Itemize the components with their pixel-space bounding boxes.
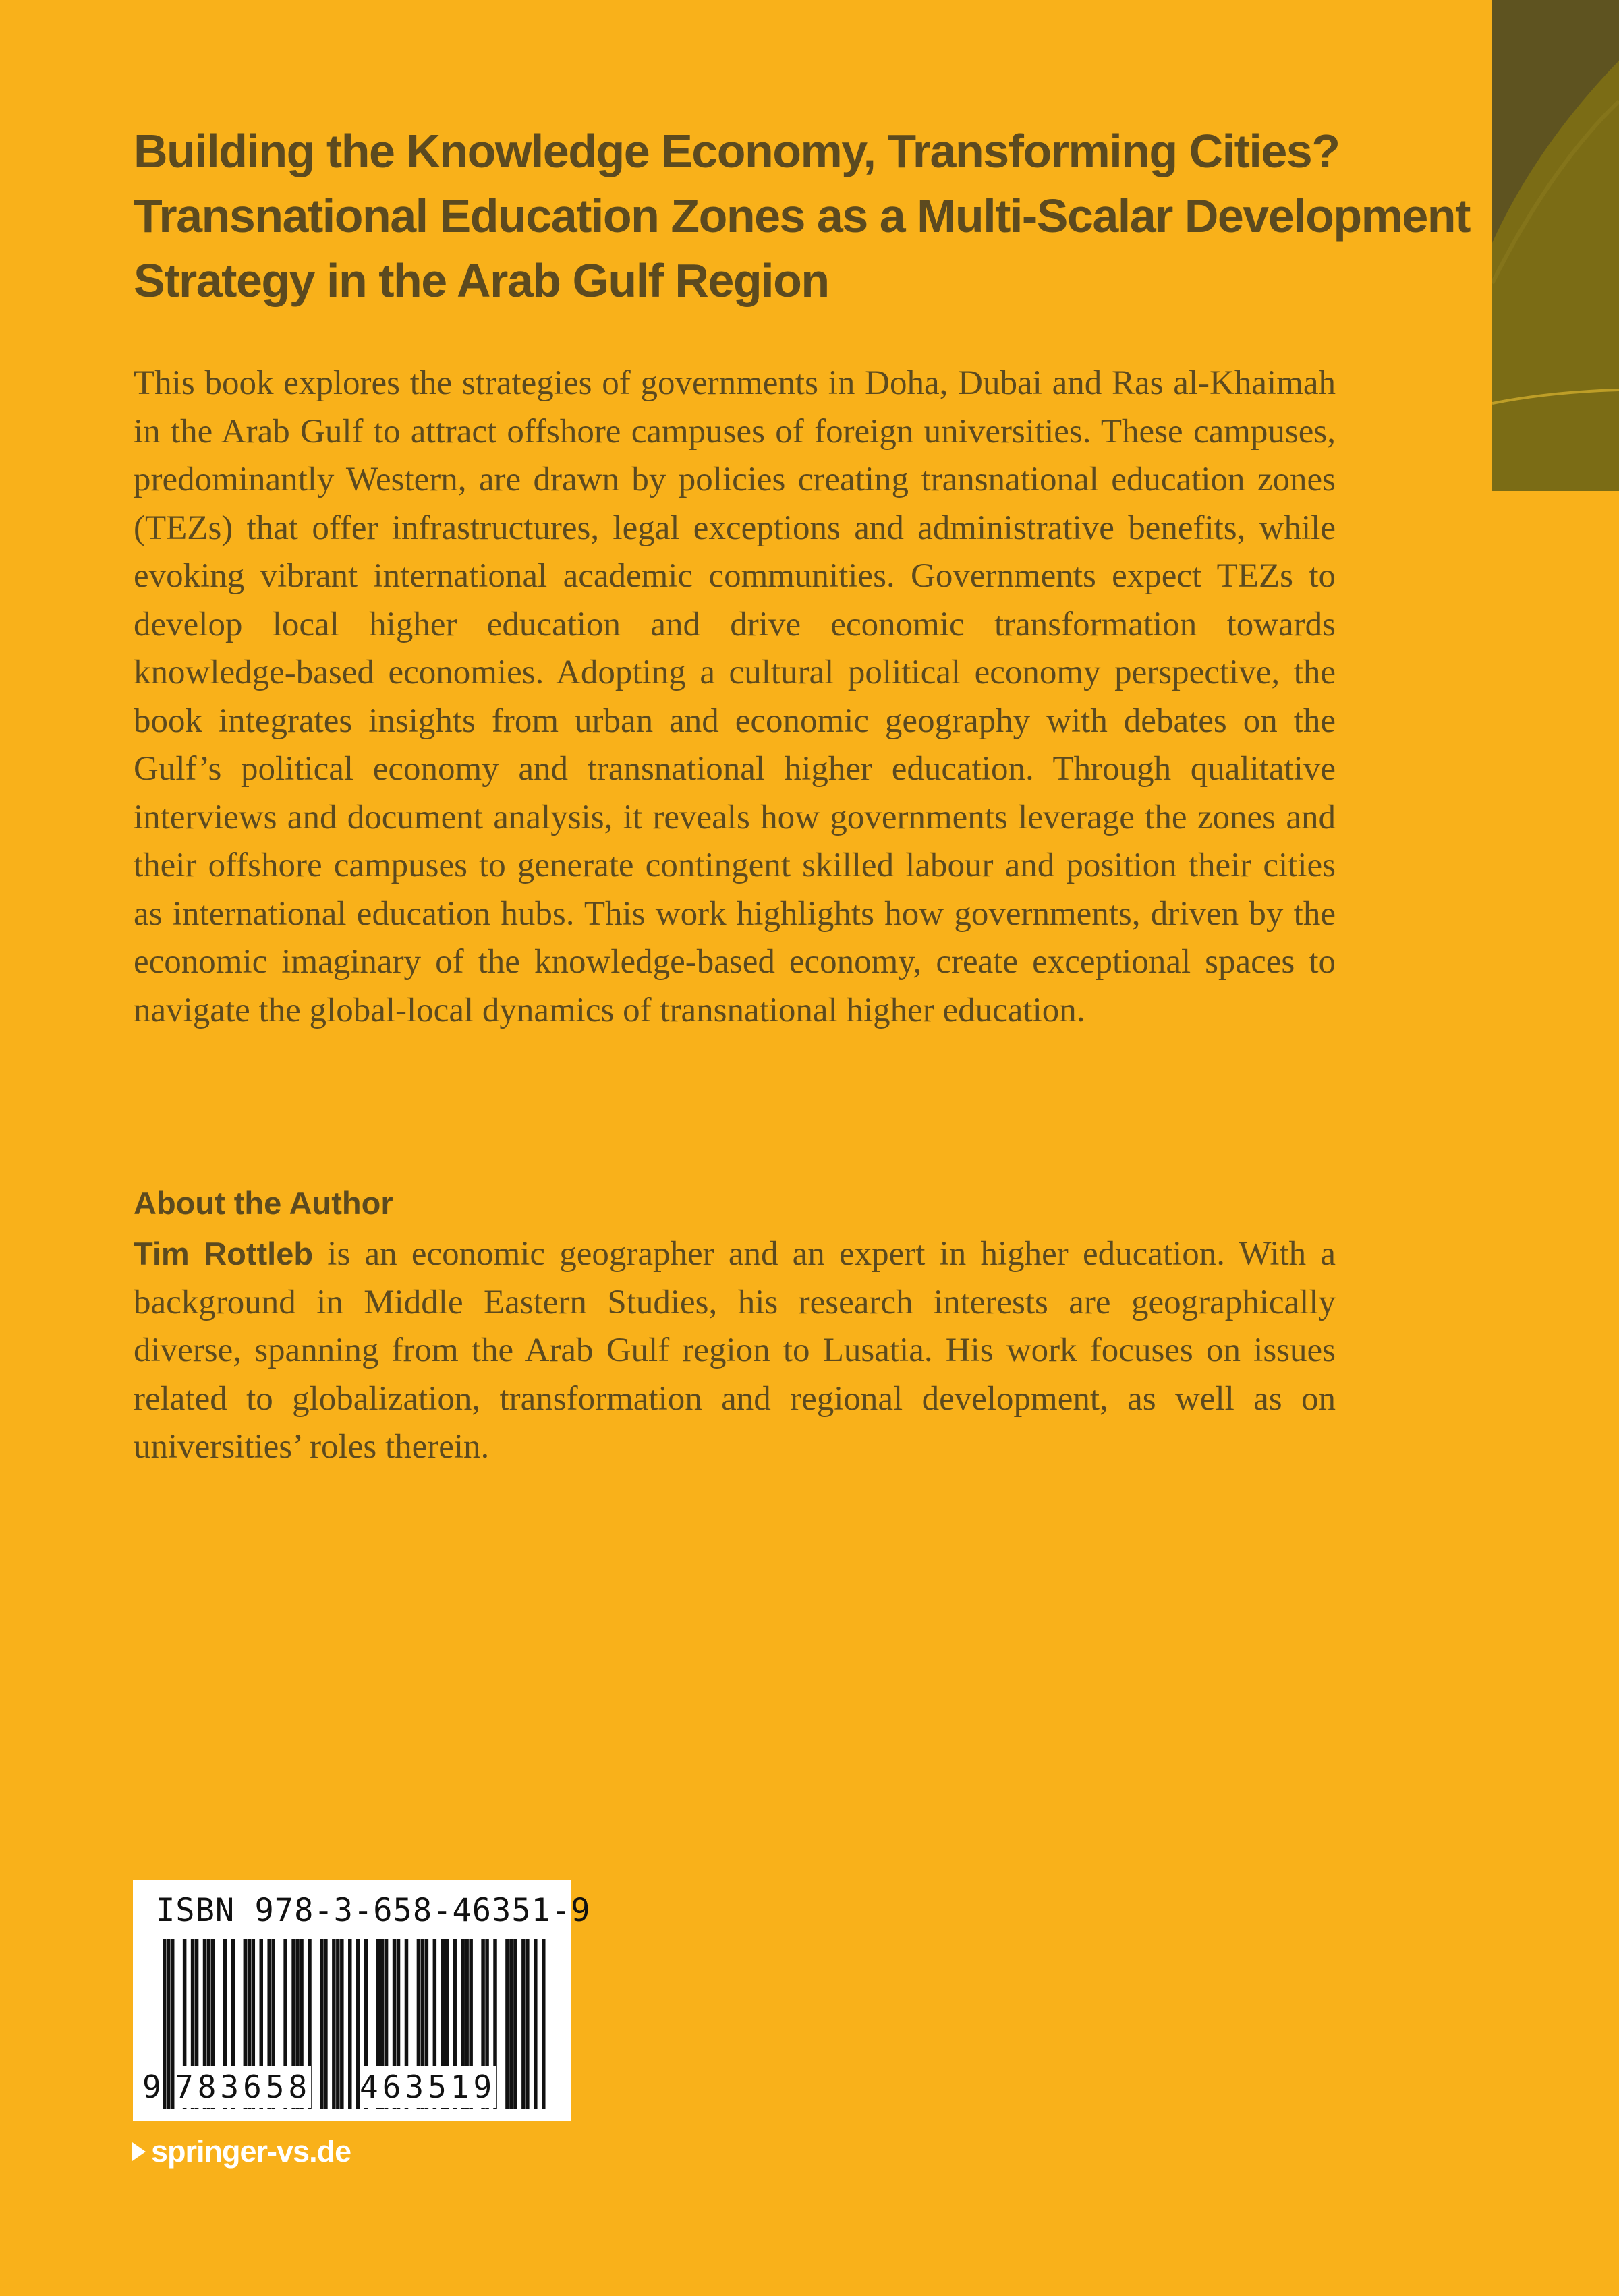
barcode-digit-first: 9 [142,2066,161,2108]
publisher-website-link[interactable] [132,2131,351,2173]
author-bio-text: is an economic geographer and an expert in higher education. With a background in Middle Eastern Studies, his research interests are geographically diverse, spanning from the Arab Gulf region to Lusatia. His work focuses on issues related to globalization, transformation and regional development, as well as on universities’ roles therein. [134,1235,1336,1466]
corner-decoration [1492,0,1619,491]
book-title-line-1: Building the Knowledge Economy, Transforming Cities? [134,125,1340,177]
book-title-line-3: Strategy in the Arab Gulf Region [134,254,829,307]
book-description: This book explores the strategies of governments in Doha, Dubai and Ras al-Khaimah in the Arab Gulf to attract offshore campuses of foreign universities. These campuses, predominantly Western, are drawn by policies creating transnational education zones (TEZs) that offer infrastructures, legal exceptions and administrative benefits, while evoking vibrant international academic communities. Governments expect TEZs to develop local higher education and drive economic transformation towards knowledge-based economies. Adopting a cultural political economy perspective, the book integrates insights from urban and economic geography with debates on the Gulf’s political economy and transnational higher education. Through qualitative interviews and document analysis, it reveals how governments leverage the zones and their offshore campuses to generate contingent skilled labour and position their cities as international education hubs. This work highlights how governments, driven by the economic imaginary of the knowledge-based economy, create exceptional spaces to navigate the global-local dynamics of transnational higher education. [134,364,1336,1029]
book-title-line-2: Transnational Education Zones as a Multi-Scalar Development [134,190,1470,242]
barcode-digits-right: 463519 [360,2066,496,2108]
book-title [134,119,1470,313]
arrow-right-icon [132,2142,146,2161]
author-bio [134,1230,1336,1472]
barcode-digits-left: 783658 [175,2066,311,2108]
publisher-link-text: springer-vs.de [151,2134,351,2169]
author-name: Tim Rottleb [134,1236,314,1271]
about-author-heading: About the Author [134,1185,393,1221]
corner-decoration-graphic [1492,0,1619,491]
isbn-barcode [133,1880,591,2121]
isbn-number: ISBN 978-3-658-46351-9 [156,1892,591,1929]
barcode-digits [142,2066,561,2108]
